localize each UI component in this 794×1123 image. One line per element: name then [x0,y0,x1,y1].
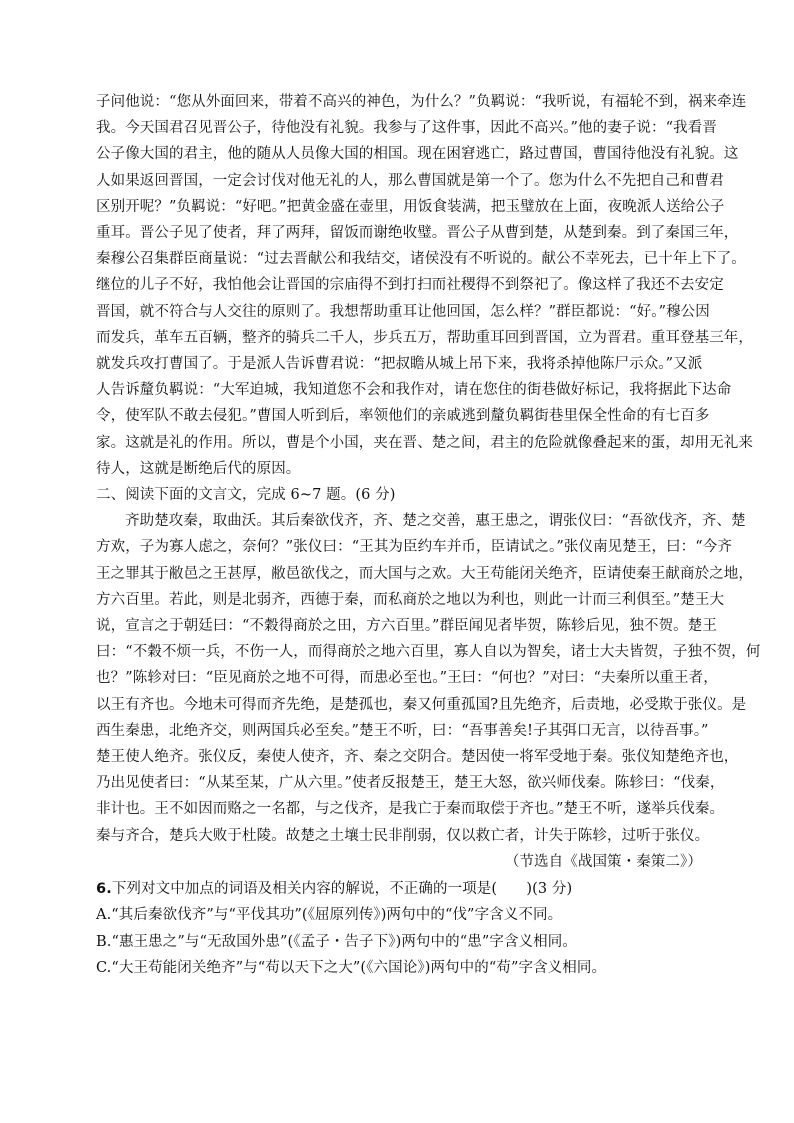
passage-line-9: 西生秦患，北绝齐交，则两国兵必至矣。”楚王不听，曰：“吾事善矣!子其弭口无言，以待吾事。” [96,722,709,739]
story-line-9: 晋国，就不符合与人交往的原则了。我想帮助重耳让他回国，怎么样？”群臣都说：“好。”穆公因 [96,303,710,320]
story-line-3: 公子像大国的君主，他的随从人员像大国的相国。现在困窘逃亡，路过曹国，曹国待他没有礼貌。这 [96,146,739,163]
section-heading: 二、阅读下面的文言文，完成 6~7 题。(6 分) [96,487,396,504]
story-line-2: 我。今天国君召见晋公子，待他没有礼貌。我参与了这件事，因此不高兴。”他的妻子说：“我看晋 [96,120,717,137]
passage-line-5: 说，宣言之于朝廷曰：“不穀得商於之田，方六百里。”群臣闻见者毕贺，陈轸后见，独不贺。楚王 [96,618,717,635]
option-a: A.“其后秦欲伐齐”与“平伐其功”(《屈原列传》)两句中的“伐”字含义不同。 [96,907,563,924]
story-translation [96,89,753,482]
story-line-6: 重耳。晋公子见了使者，拜了两拜，留饭而谢绝收璧。晋公子从曹到楚，从楚到秦。到了秦国三年， [96,225,739,242]
passage-line-1: 齐助楚攻秦，取曲沃。其后秦欲伐齐，齐、楚之交善，惠王患之，谓张仪曰：“吾欲伐齐，齐、楚 [125,513,746,530]
option-b: B.“惠王患之”与“无敌国外患”(《孟子・告子下》)两句中的“患”字含义相同。 [96,933,577,950]
source-note: （节选自《战国策・秦策二》） [504,853,702,870]
story-line-10: 而发兵，革车五百辆，整齐的骑兵二千人，步兵五万，帮助重耳回到晋国，立为晋君。重耳登基三年， [96,329,753,346]
story-line-5: 区别开呢？”负羁说：“好吧。”把黄金盛在壶里，用饭食装满，把玉璧放在上面，夜晚派人送给公子 [96,198,725,215]
question-6-stem [96,876,716,902]
option-c: C.“大王苟能闭关绝齐”与“苟以天下之大”(《六国论》)两句中的“苟”字含义相同。 [96,959,607,976]
passage-line-7: 也？”陈轸对曰：“臣见商於之地不可得，而患必至也。”王曰：“何也？”对曰：“夫秦所以重王者， [96,670,718,687]
passage-line-4: 方六百里。若此，则是北弱齐，西德于秦，而私商於之地以为利也，则此一计而三利俱至。”楚王大 [96,591,725,608]
story-line-7: 秦穆公召集群臣商量说：“过去晋献公和我结交，诸侯没有不听说的。献公不幸死去，已十年上下了。 [96,251,746,268]
story-line-1: 子问他说：“您从外面回来，带着不高兴的神色，为什么？”负羁说：“我听说，有福轮不到，祸来牵连 [96,94,747,110]
story-line-8: 继位的儿子不好，我怕他会让晋国的宗庙得不到打扫而社稷得不到祭祀了。像这样了我还不去安定 [96,277,724,294]
question-text: 下列对文中加点的词语及相关内容的解说，不正确的一项是( )(3 分) [111,881,573,898]
passage-line-2: 方欢，子为寡人虑之，奈何？”张仪曰：“王其为臣约车并币，臣请试之。”张仪南见楚王，曰：“今齐 [96,539,732,556]
passage-line-11: 乃出见使者曰：“从某至某，广从六里。”使者反报楚王，楚王大怒，欲兴师伐秦。陈轸曰：“伐秦， [96,775,725,792]
document-page [96,89,761,981]
story-line-13: 令，使军队不敢去侵犯。”曹国人听到后，率领他们的亲戚逃到釐负羁街巷里保全性命的有七百多 [96,408,710,425]
passage-line-13: 秦与齐合，楚兵大败于杜陵。故楚之土壤士民非削弱，仅以救亡者，计失于陈轸，过听于张仪。 [96,827,710,844]
classical-passage [96,508,761,849]
story-line-14: 家。这就是礼的作用。所以，曹是个小国，夹在晋、楚之间，君主的危险就像叠起来的蛋，却用无礼来 [96,434,753,451]
passage-line-3: 王之罪其于敝邑之王甚厚，敝邑欲伐之，而大国与之欢。大王苟能闭关绝齐，臣请使秦王献商於之地， [96,565,753,582]
story-line-4: 人如果返回晋国，一定会讨伐对他无礼的人，那么曹国就是第一个了。您为什么不先把自己和曹君 [96,172,724,189]
story-line-12: 人告诉釐负羁说：“大军迫城，我知道您不会和我作对，请在您住的街巷做好标记，我将据此下达命 [96,382,732,399]
passage-line-8: 以王有齐也。今地未可得而齐先绝，是楚孤也，秦又何重孤国?且先绝齐，后责地，必受欺于张仪。是 [96,696,747,713]
passage-line-12: 非计也。王不如因而赂之一名都，与之伐齐，是我亡于秦而取偿于齐也。”楚王不听，遂举兵伐秦。 [96,801,725,818]
passage-line-10: 楚王使人绝齐。张仪反，秦使人使齐，齐、秦之交阴合。楚因使一将军受地于秦。张仪知楚绝齐也， [96,749,739,766]
passage-line-6: 曰：“不穀不烦一兵，不伤一人，而得商於之地六百里，寡人自以为智矣，诸士大夫皆贺，子独不贺，何 [96,644,761,661]
story-line-11: 就发兵攻打曹国了。于是派人告诉曹君说：“把叔瞻从城上吊下来，我将杀掉他陈尸示众。”又派 [96,356,703,373]
question-number: 6. [96,881,112,898]
story-line-15: 待人，这就是断绝后代的原因。 [96,460,301,477]
